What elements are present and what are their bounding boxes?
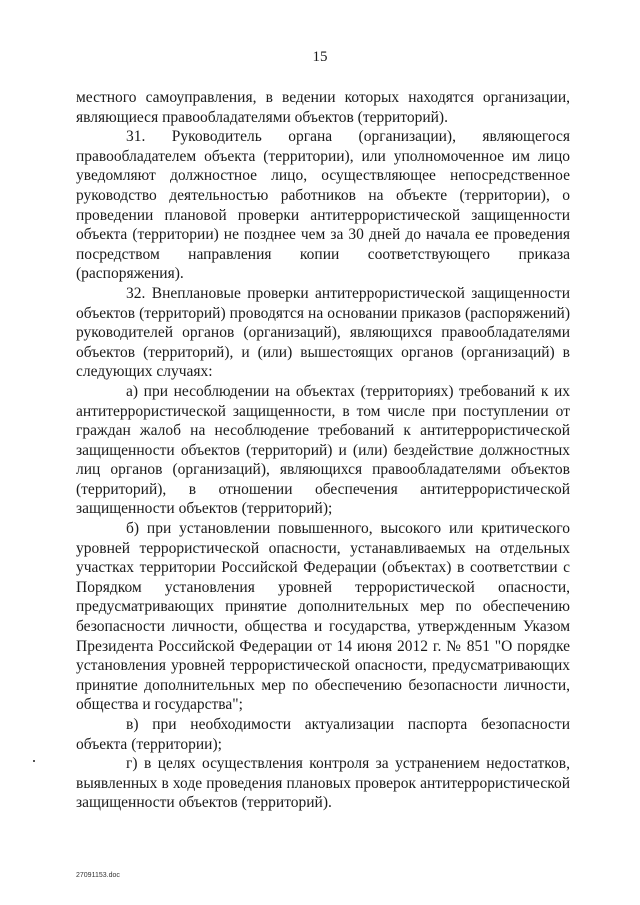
margin-mark [33,760,35,762]
paragraph-31: 31. Руководитель органа (организации), являющегося правообладателем объекта (территории), или уполномоченное им лицо уведомляют должностное лицо, осуществляющее непосредственное руководство деятельностью работников на объекте (территории), о проведении плановой проверки антитеррористической защищенности объекта (территории) не позднее чем за 30 дней до начала ее проведения посредством направления копии соответствующего приказа (распоряжения). [76,128,570,283]
page-number: 15 [312,49,328,65]
paragraph-32-a: а) при несоблюдении на объектах (территориях) требований к их антитеррористической защищенности, в том числе при поступлении от граждан жалоб на несоблюдение требований к антитеррористической защищенности объектов (территорий) и (или) бездействие должностных лиц органов (организаций), являющихся правообладателями объектов (территорий), в отношении обеспечения антитеррористической защищенности объектов (территорий); [76,382,570,518]
footer-filename: 27091153.doc [76,872,120,879]
document-body [76,88,570,813]
paragraph-32-b: б) при установлении повышенного, высокого или критического уровней террористической опасности, устанавливаемых на отдельных участках территории Российской Федерации (объектах) в соответствии с Порядком установления уровней террористической опасности, предусматривающих принятие дополнительных мер по обеспечению безопасности личности, общества и государства, утвержденным Указом Президента Российской Федерации от 14 июня 2012 г. № 851 "О порядке установления уровней террористической опасности, предусматривающих принятие дополнительных мер по обеспечению безопасности личности, общества и государства"; [76,520,570,714]
paragraph-continuation: местного самоуправления, в ведении которых находятся организации, являющиеся правообладателями объектов (территорий). [76,89,570,126]
paragraph-32-g: г) в целях осуществления контроля за устранением недостатков, выявленных в ходе проведения плановых проверок антитеррористической защищенности объектов (территорий). [76,755,570,812]
paragraph-32: 32. Внеплановые проверки антитеррористической защищенности объектов (территорий) проводятся на основании приказов (распоряжений) руководителей органов (организаций), являющихся правообладателями объектов (территорий), и (или) вышестоящих органов (организаций) в следующих случаях: [76,284,570,381]
paragraph-32-v: в) при необходимости актуализации паспорта безопасности объекта (территории); [76,716,570,753]
